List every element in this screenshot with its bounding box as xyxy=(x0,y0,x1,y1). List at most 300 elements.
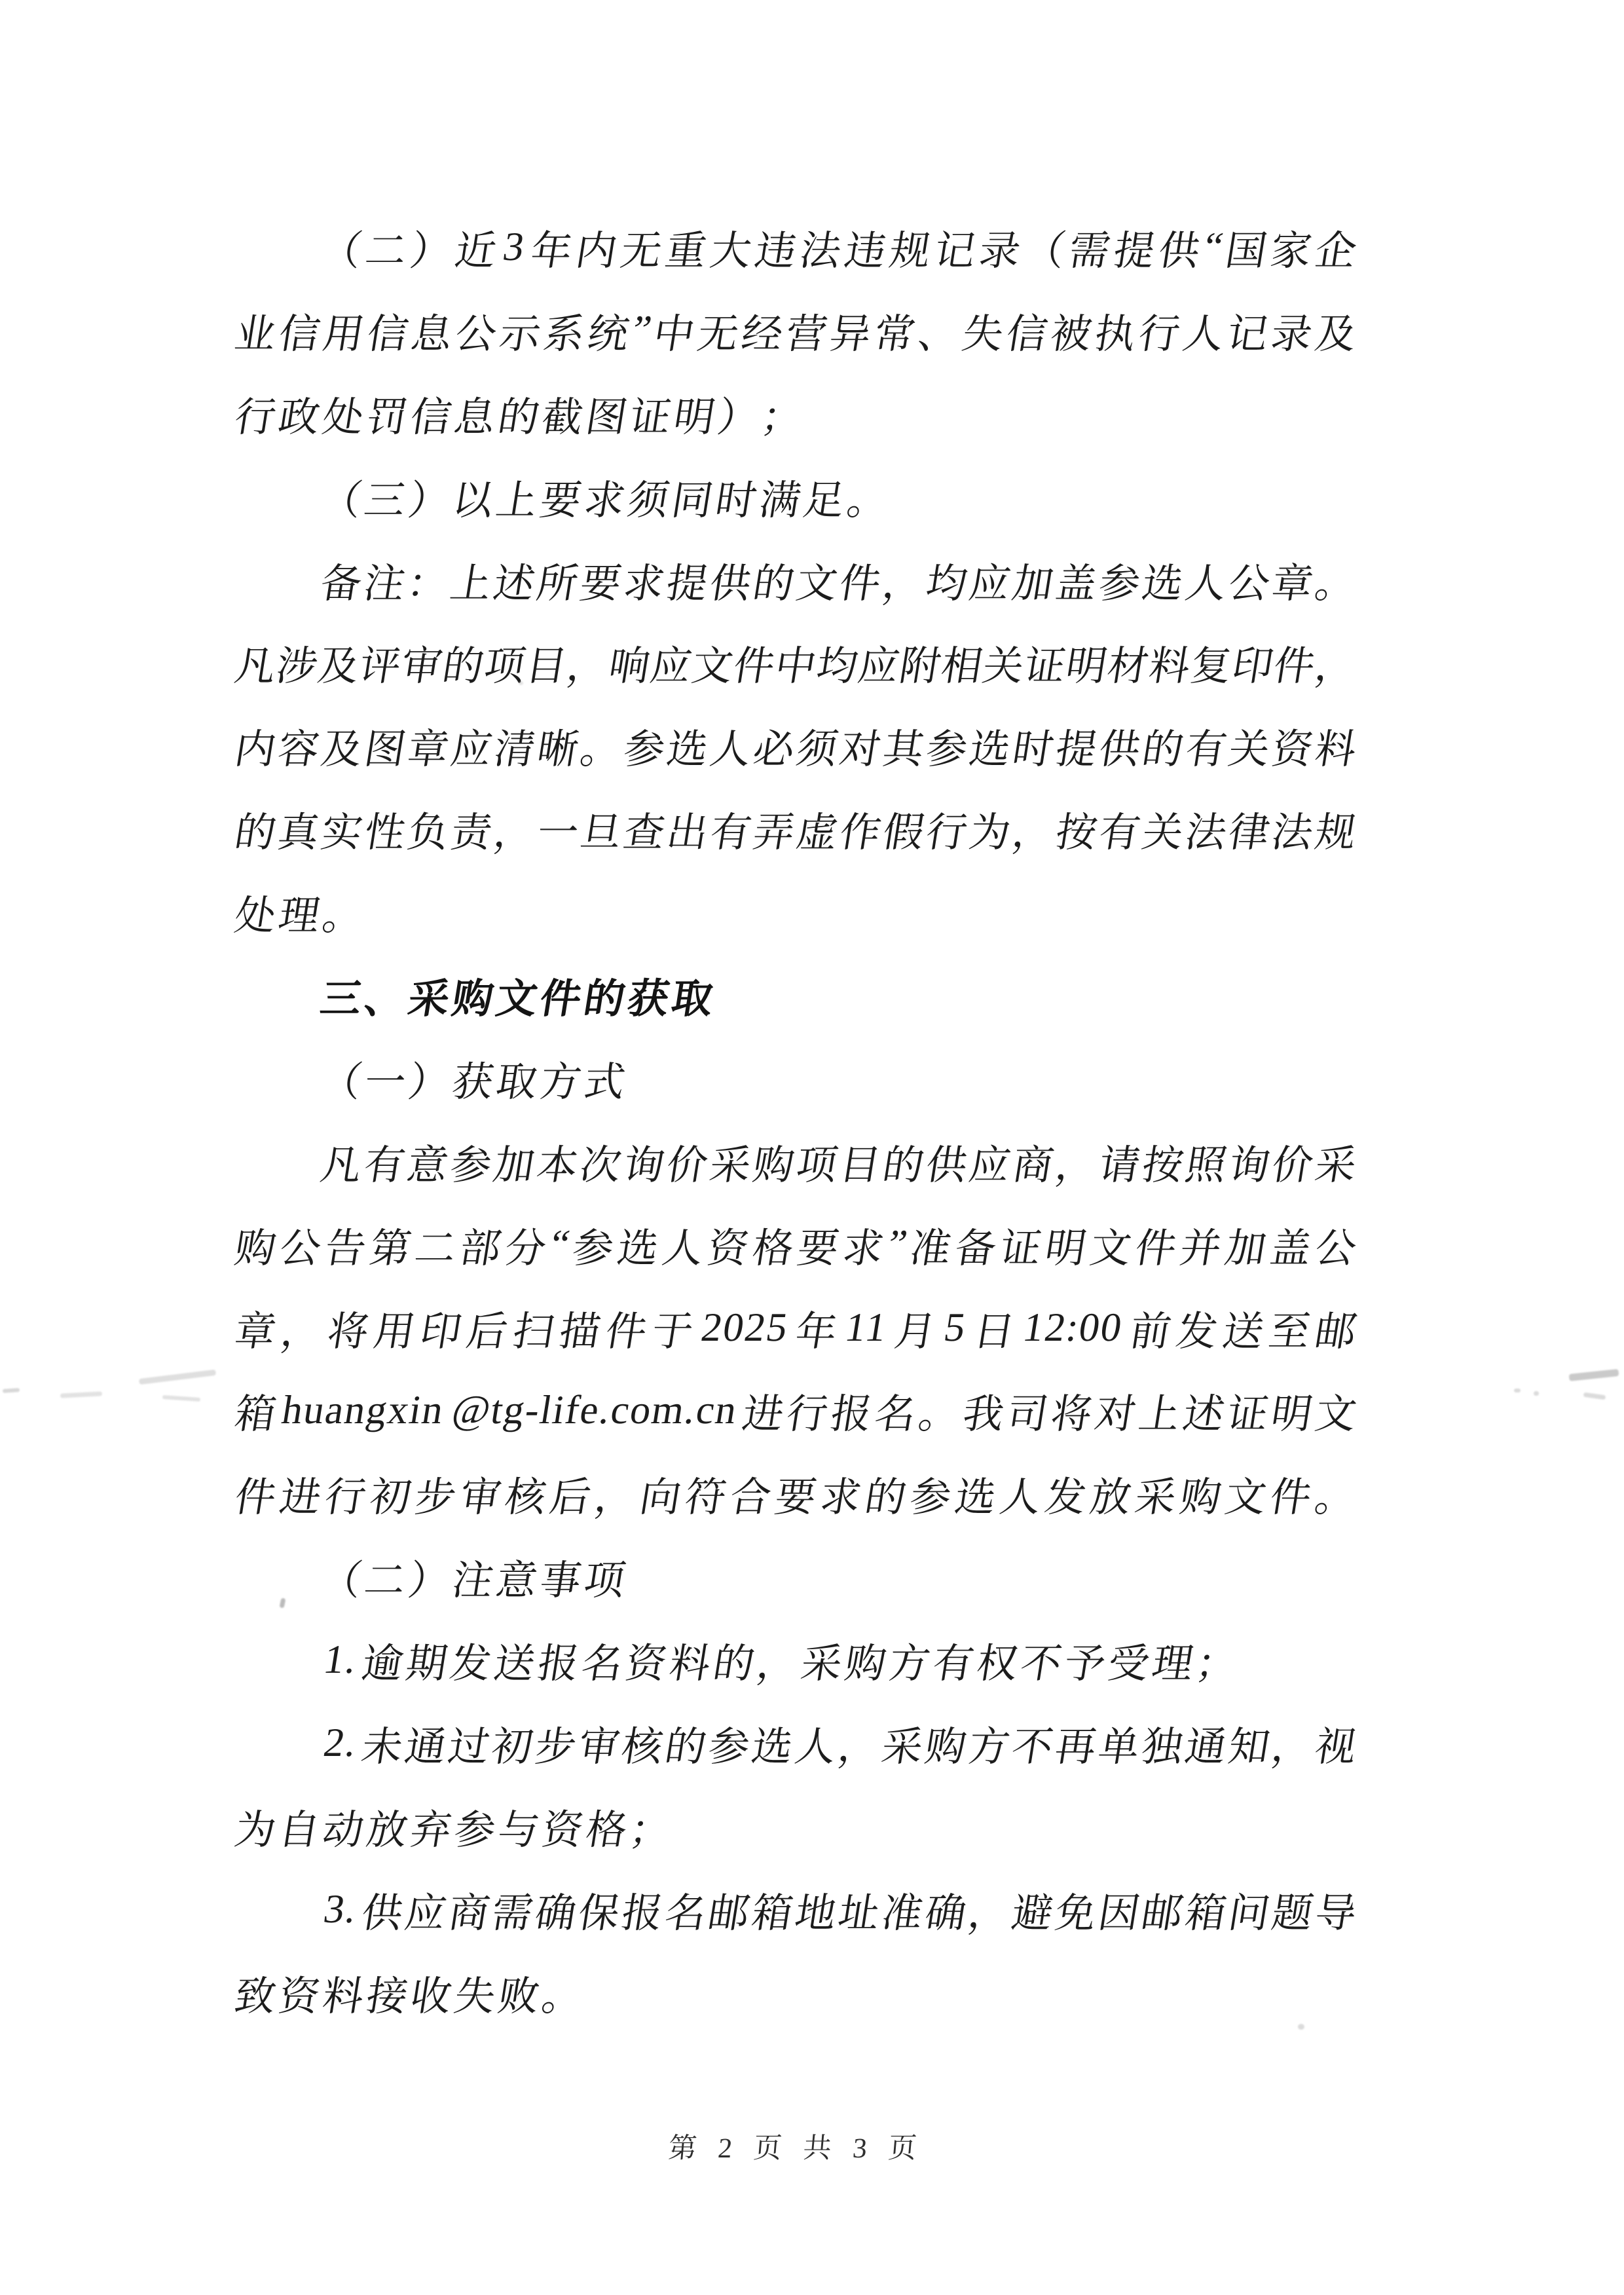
text-token: 负 xyxy=(404,811,452,856)
text-token: 应 xyxy=(966,561,1014,606)
text-token: 免 xyxy=(1052,1891,1100,1936)
text-line xyxy=(229,1785,1363,1868)
text-token: 法 xyxy=(796,229,845,274)
text-line xyxy=(229,455,1363,538)
text-token: 地 xyxy=(792,1891,840,1936)
text-token: 步 xyxy=(411,1476,460,1521)
text-token: 项 xyxy=(792,1143,841,1188)
text-token: 上 xyxy=(447,561,495,606)
text-token: 意 xyxy=(403,1143,452,1188)
text-token: 律 xyxy=(1225,811,1274,856)
text-line xyxy=(229,206,1363,289)
text-token: 提 xyxy=(1110,229,1158,274)
text-token: 中 xyxy=(771,644,820,690)
text-line xyxy=(229,1120,1363,1203)
text-token: 行 xyxy=(1135,312,1183,357)
text-token: 印 xyxy=(1228,644,1277,690)
text-token: 录 xyxy=(1268,312,1316,357)
text-token: 的 xyxy=(710,1642,758,1687)
text-token: 要 xyxy=(536,478,585,523)
text-token: 处 xyxy=(231,894,280,939)
text-token: 的 xyxy=(749,561,798,606)
text-token: 格 xyxy=(749,1226,797,1271)
text-token: 关 xyxy=(1139,811,1187,856)
text-token: 料 xyxy=(666,1642,714,1687)
text-token: 前 xyxy=(1126,1309,1175,1354)
text-token: （ xyxy=(1020,229,1069,274)
text-token: 盖 xyxy=(1052,561,1100,606)
text-token: 参 xyxy=(906,1476,955,1521)
text-token: 营 xyxy=(782,312,830,357)
text-token: ， xyxy=(879,561,927,606)
text-token: 示 xyxy=(496,312,544,357)
text-line xyxy=(229,1618,1363,1702)
text-token: 无 xyxy=(694,312,743,357)
text-token: 以 xyxy=(449,478,497,523)
page-footer xyxy=(234,2126,1358,2166)
text-token: 目 xyxy=(522,644,570,690)
text-token: 容 xyxy=(274,728,323,773)
text-token: 的 xyxy=(439,644,487,690)
text-token: 11 xyxy=(841,1305,891,1350)
text-token: 。 xyxy=(1312,1476,1359,1521)
text-token: 大 xyxy=(707,229,755,274)
text-token: 需 xyxy=(1065,229,1114,274)
text-token: 出 xyxy=(663,811,712,856)
text-token: 采 xyxy=(798,1642,846,1687)
text-token: 避 xyxy=(1008,1891,1056,1936)
text-token: 将 xyxy=(324,1309,372,1354)
text-token: 证 xyxy=(997,1226,1044,1271)
scan-artifact xyxy=(162,1395,200,1402)
text-token: 弄 xyxy=(750,811,798,856)
text-token: 箱 xyxy=(231,1392,280,1438)
text-token: 权 xyxy=(973,1642,1022,1687)
text-token: 记 xyxy=(931,229,979,274)
text-token: （ xyxy=(317,1060,365,1105)
text-token: 受 xyxy=(1105,1642,1153,1687)
text-token: 假 xyxy=(879,811,928,856)
text-token: 须 xyxy=(793,728,841,773)
text-token: 选 xyxy=(614,1226,662,1271)
text-token: huangxin xyxy=(278,1388,448,1433)
text-token: 旦 xyxy=(577,811,625,856)
text-token: 接 xyxy=(363,1974,411,2019)
text-token: 人 xyxy=(792,1725,840,1770)
text-token: 有 xyxy=(1096,811,1144,856)
text-token: 意 xyxy=(492,1559,541,1604)
text-token: @tg-life.com.cn xyxy=(449,1388,741,1433)
text-token: 件 xyxy=(602,1309,650,1354)
text-token: 执 xyxy=(1091,312,1139,357)
text-token: 送 xyxy=(490,1642,538,1687)
text-line xyxy=(229,787,1363,870)
text-token: 独 xyxy=(1138,1725,1187,1770)
text-token: 作 xyxy=(836,811,885,856)
text-token: 失 xyxy=(959,312,1007,357)
text-token: 责 xyxy=(447,811,496,856)
text-token: 至 xyxy=(1265,1309,1314,1354)
text-token: 参 xyxy=(569,1226,617,1271)
text-line xyxy=(229,1702,1363,1785)
text-token: 12:00 xyxy=(1020,1305,1126,1350)
text-token: 放 xyxy=(1086,1476,1135,1521)
text-token: 罚 xyxy=(363,395,411,440)
text-token: 为 xyxy=(231,1808,280,1853)
text-token: 应 xyxy=(966,1143,1014,1188)
text-token: 失 xyxy=(451,1974,499,2019)
text-token: 名 xyxy=(578,1642,626,1687)
text-token: 于 xyxy=(648,1309,697,1354)
text-token: 的 xyxy=(879,1143,927,1188)
text-token: 按 xyxy=(1139,1143,1187,1188)
text-token: 截 xyxy=(538,395,587,440)
text-token: 项 xyxy=(580,1559,629,1604)
text-token: 家 xyxy=(1267,229,1315,274)
text-token: 方 xyxy=(536,1060,585,1105)
text-token: 进 xyxy=(739,1392,787,1438)
text-token: 动 xyxy=(319,1808,367,1853)
text-token: 单 xyxy=(1095,1725,1143,1770)
text-token: ， xyxy=(490,811,539,856)
scan-artifact xyxy=(1514,1389,1521,1392)
text-token: 二 xyxy=(411,1226,460,1271)
text-token: 购 xyxy=(749,1143,798,1188)
text-token: 加 xyxy=(1221,1226,1270,1271)
text-token: 采 xyxy=(878,1725,927,1770)
text-token: ， xyxy=(1312,644,1360,690)
text-token: 内 xyxy=(231,728,280,773)
text-token: 行 xyxy=(783,1392,832,1438)
scan-artifact xyxy=(1569,1369,1619,1381)
text-token: 方 xyxy=(965,1725,1013,1770)
text-token: 料 xyxy=(1312,728,1359,773)
text-token: 与 xyxy=(494,1808,543,1853)
text-token: 凡 xyxy=(317,1143,365,1188)
text-token: 照 xyxy=(1182,1143,1230,1188)
text-token: 购 xyxy=(449,977,497,1022)
text-token: ； xyxy=(1192,1642,1241,1687)
text-token: 有 xyxy=(1182,728,1230,773)
text-token: 用 xyxy=(320,312,368,357)
text-token: 邮 xyxy=(705,1891,753,1936)
text-token: 确 xyxy=(921,1891,970,1936)
text-token: 3. xyxy=(320,1886,361,1931)
section-heading xyxy=(229,954,1363,1037)
text-token: 项 xyxy=(481,644,529,690)
text-token: ） xyxy=(714,395,762,440)
text-token: 供 xyxy=(706,561,754,606)
text-line xyxy=(229,1452,1363,1535)
text-token: 资 xyxy=(275,1974,323,2019)
text-token: 及 xyxy=(1312,312,1360,357)
text-token: 选 xyxy=(951,1476,1000,1521)
text-token: 三 xyxy=(361,478,409,523)
text-token: 予 xyxy=(1061,1642,1109,1687)
text-token: 供 xyxy=(358,1891,407,1936)
text-token: 件 xyxy=(1270,644,1318,690)
text-token: 注 xyxy=(360,561,409,606)
text-token: 二 xyxy=(362,229,410,274)
text-token: 求 xyxy=(839,1226,887,1271)
text-line xyxy=(229,1286,1363,1370)
text-token: 提 xyxy=(663,561,711,606)
text-token: 2025 xyxy=(698,1305,792,1350)
text-token: 件 xyxy=(1266,1476,1315,1521)
text-token: 查 xyxy=(620,811,669,856)
text-token: 应 xyxy=(447,728,496,773)
text-token: 异 xyxy=(826,312,875,357)
text-token: 关 xyxy=(1225,728,1274,773)
text-line xyxy=(229,1535,1363,1618)
text-token: 期 xyxy=(403,1642,451,1687)
text-token: 无 xyxy=(617,229,665,274)
text-token: 求 xyxy=(817,1476,864,1521)
text-token: 及 xyxy=(314,644,363,690)
text-token: 描 xyxy=(555,1309,604,1354)
text-token: 真 xyxy=(274,811,323,856)
text-token: （ xyxy=(317,1559,365,1604)
text-token: 确 xyxy=(532,1891,580,1936)
text-token: 人 xyxy=(1182,561,1230,606)
text-token: 后 xyxy=(463,1309,511,1354)
text-token: 公 xyxy=(452,312,500,357)
text-token: ） xyxy=(407,229,455,274)
text-token: 上 xyxy=(1135,1392,1184,1438)
text-token: 选 xyxy=(748,1725,796,1770)
text-token: 采 xyxy=(1312,1143,1360,1188)
text-line xyxy=(229,289,1363,372)
text-token: 料 xyxy=(319,1974,367,2019)
text-token: 录 xyxy=(976,229,1024,274)
text-token: 事 xyxy=(536,1559,585,1604)
text-token: 箱 xyxy=(748,1891,796,1936)
text-token: 图 xyxy=(361,728,409,773)
text-line xyxy=(229,538,1363,622)
text-token: 人 xyxy=(707,728,755,773)
text-token: 近 xyxy=(451,229,500,274)
text-token: 证 xyxy=(1021,644,1069,690)
text-token: 件 xyxy=(536,977,585,1022)
text-token: 向 xyxy=(637,1476,684,1521)
text-token: 资 xyxy=(538,1808,587,1853)
text-token: 印 xyxy=(416,1309,465,1354)
text-token: 后 xyxy=(546,1476,595,1521)
text-token: 应 xyxy=(647,644,695,690)
text-token: 题 xyxy=(1268,1891,1316,1936)
text-token: 名 xyxy=(871,1392,919,1438)
text-token: 时 xyxy=(1009,728,1058,773)
text-token: 月 xyxy=(891,1309,939,1354)
text-token: 。 xyxy=(1312,561,1360,606)
text-token: 提 xyxy=(1052,728,1101,773)
text-token: 章 xyxy=(404,728,452,773)
text-token: 弃 xyxy=(407,1808,455,1853)
text-token: 文 xyxy=(1086,1226,1135,1271)
text-token: ， xyxy=(591,1476,640,1521)
text-token: 的 xyxy=(580,977,629,1022)
document-body xyxy=(231,206,1360,2034)
text-token: 将 xyxy=(1047,1392,1096,1438)
text-token: 格 xyxy=(582,1808,631,1853)
text-token: 部 xyxy=(456,1226,505,1271)
text-token: 规 xyxy=(886,229,934,274)
text-token: 明 xyxy=(1268,1392,1316,1438)
text-token: 采 xyxy=(405,977,453,1022)
text-token: 的 xyxy=(861,1476,910,1521)
text-token: 用 xyxy=(370,1309,418,1354)
text-token: 信 xyxy=(1003,312,1051,357)
text-token: 所 xyxy=(533,561,581,606)
text-token: ， xyxy=(754,1642,802,1687)
text-token: ” xyxy=(629,307,655,352)
text-token: 系 xyxy=(540,312,588,357)
text-token: 5 xyxy=(941,1305,970,1350)
scan-artifact xyxy=(3,1388,20,1393)
text-token: 信 xyxy=(407,395,455,440)
text-token: 备 xyxy=(317,561,365,606)
text-token: 箱 xyxy=(1181,1891,1230,1936)
text-token: 年 xyxy=(527,229,576,274)
text-token: 参 xyxy=(1096,561,1143,606)
text-token: 因 xyxy=(1095,1891,1143,1936)
text-token: 我 xyxy=(959,1392,1008,1438)
text-token: “ xyxy=(1200,224,1227,269)
text-token: 送 xyxy=(1219,1309,1267,1354)
text-token: 进 xyxy=(276,1476,325,1521)
text-token: 通 xyxy=(1181,1725,1230,1770)
text-token: 内 xyxy=(572,229,621,274)
text-token: 价 xyxy=(1268,1143,1317,1188)
text-token: 章 xyxy=(1268,561,1317,606)
text-token: 收 xyxy=(407,1974,455,2019)
text-line xyxy=(229,1951,1363,2034)
text-token: 1. xyxy=(320,1637,361,1683)
text-token: 文 xyxy=(792,561,841,606)
text-token: 符 xyxy=(681,1476,729,1521)
text-token: 发 xyxy=(1173,1309,1221,1354)
text-token: 败 xyxy=(494,1974,543,2019)
text-token: 盖 xyxy=(1266,1226,1315,1271)
text-token: 。 xyxy=(319,894,367,939)
text-token: 理 xyxy=(275,894,323,939)
text-token: 足 xyxy=(800,478,848,523)
text-token: 逾 xyxy=(359,1642,407,1687)
text-token: 的 xyxy=(661,1725,710,1770)
text-token: 文 xyxy=(688,644,737,690)
text-token: 处 xyxy=(319,395,367,440)
text-token: 法 xyxy=(1182,811,1230,856)
text-token: 放 xyxy=(363,1808,411,1853)
text-token: 邮 xyxy=(1312,1309,1360,1354)
text-token: 购 xyxy=(1177,1476,1225,1521)
text-token: 获 xyxy=(624,977,673,1022)
text-token: 参 xyxy=(451,1808,499,1853)
text-token: 年 xyxy=(792,1309,840,1354)
text-token: 询 xyxy=(619,1143,668,1188)
text-token: 响 xyxy=(605,644,654,690)
text-token: 方 xyxy=(885,1642,934,1687)
text-token: 供 xyxy=(1096,728,1144,773)
text-token: （ xyxy=(317,229,365,274)
text-token: 过 xyxy=(445,1725,493,1770)
text-token: ， xyxy=(1009,811,1058,856)
text-token: 重 xyxy=(662,229,710,274)
text-token: ； xyxy=(626,1808,674,1853)
text-token: 对 xyxy=(1092,1392,1139,1438)
text-token: 统 xyxy=(584,312,633,357)
text-token: 址 xyxy=(835,1891,883,1936)
text-token: 获 xyxy=(449,1060,497,1105)
text-token: 资 xyxy=(622,1642,670,1687)
text-token: 并 xyxy=(1177,1226,1225,1271)
text-token: 价 xyxy=(663,1143,711,1188)
text-token: 购 xyxy=(921,1725,970,1770)
text-token: 参 xyxy=(923,728,971,773)
text-line xyxy=(229,1868,1363,1951)
text-token: ， xyxy=(835,1725,883,1770)
text-token: 报 xyxy=(827,1392,876,1438)
text-token: 凡 xyxy=(231,644,280,690)
text-token: 、 xyxy=(915,312,963,357)
text-line xyxy=(229,372,1363,455)
text-token: 2. xyxy=(320,1720,361,1765)
text-line xyxy=(229,621,1363,704)
text-token: 一 xyxy=(534,811,582,856)
text-token: 违 xyxy=(841,229,889,274)
text-token: 的 xyxy=(494,395,543,440)
text-token: 人 xyxy=(1179,312,1228,357)
text-token: 的 xyxy=(231,811,280,856)
text-token: ： xyxy=(403,561,452,606)
text-token: 购 xyxy=(231,1226,280,1271)
text-token: 述 xyxy=(1179,1392,1228,1438)
text-token: 取 xyxy=(492,1060,541,1105)
text-token: 要 xyxy=(576,561,625,606)
text-token: 一 xyxy=(361,1060,409,1105)
text-token: 视 xyxy=(1312,1725,1360,1770)
text-token: 同 xyxy=(668,478,716,523)
text-token: 扫 xyxy=(509,1309,557,1354)
text-token: 分 xyxy=(502,1226,549,1271)
text-token: 。 xyxy=(538,1974,587,2019)
text-token: 采 xyxy=(1132,1476,1180,1521)
text-token: 资 xyxy=(704,1226,752,1271)
text-token: 对 xyxy=(836,728,885,773)
text-token: 行 xyxy=(231,395,280,440)
text-token: 均 xyxy=(813,644,861,690)
text-token: 证 xyxy=(1223,1392,1272,1438)
text-token: 明 xyxy=(670,395,718,440)
text-token: 发 xyxy=(1041,1476,1090,1521)
text-token: 准 xyxy=(906,1226,955,1271)
text-token: 通 xyxy=(401,1725,450,1770)
text-token: 息 xyxy=(408,312,456,357)
text-line xyxy=(229,1203,1363,1286)
text-token: 保 xyxy=(575,1891,623,1936)
text-token: 发 xyxy=(447,1642,494,1687)
text-token: 致 xyxy=(231,1974,280,2019)
text-token: 章 xyxy=(231,1309,280,1354)
text-token: 邮 xyxy=(1138,1891,1187,1936)
text-token: 人 xyxy=(659,1226,707,1271)
text-token: 未 xyxy=(358,1725,407,1770)
text-token: 记 xyxy=(1223,312,1272,357)
text-token: 司 xyxy=(1003,1392,1052,1438)
text-token: 知 xyxy=(1225,1725,1273,1770)
text-token: 供 xyxy=(1155,229,1203,274)
text-token: 常 xyxy=(870,312,919,357)
